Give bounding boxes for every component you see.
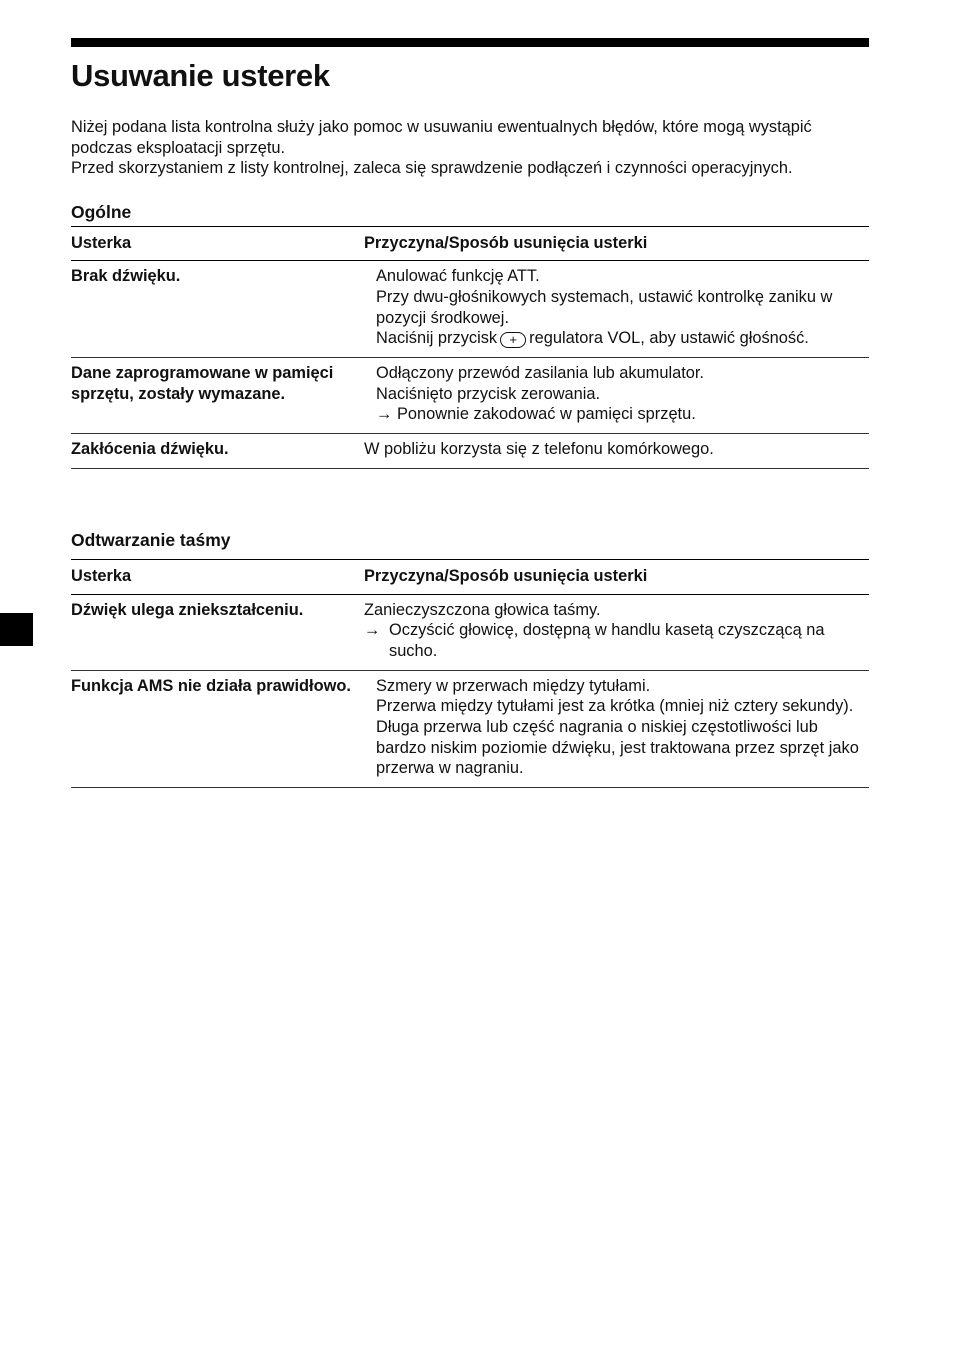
cause-cell: [364, 434, 869, 469]
table-row: [71, 261, 869, 358]
cause-cell: [364, 670, 869, 788]
intro: [71, 117, 869, 179]
section-title: Odtwarzanie taśmy: [71, 529, 231, 550]
cause-line: Długa przerwa lub część nagrania o niskiej częstotliwości lub bardzo niskim poziomie dźwięku, jest traktowana przez sprzęt jako przerwa w nagraniu.: [376, 718, 859, 778]
cause-cell: [364, 261, 869, 358]
troubleshooting-table-general: [71, 226, 869, 469]
column-header-cause: Przyczyna/Sposób usunięcia usterki: [364, 559, 869, 594]
cause-cell: [364, 358, 869, 434]
cause-line: W pobliżu korzysta się z telefonu komórkowego.: [364, 440, 714, 459]
cause-text-after: regulatora VOL, aby ustawić głośność.: [529, 329, 809, 348]
cause-line: [376, 328, 869, 349]
section-title: Ogólne: [71, 201, 132, 222]
cause-line: Naciśnięto przycisk zerowania.: [376, 384, 601, 403]
symptom-cell: Dane zaprogramowane w pamięci sprzętu, zostały wymazane.: [71, 358, 364, 434]
page-edge-tab-marker: [0, 613, 33, 646]
cause-text-before: Naciśnij przycisk: [376, 329, 498, 348]
column-header-cause: Przyczyna/Sposób usunięcia usterki: [364, 226, 869, 261]
arrow-right-icon: →: [376, 405, 393, 424]
symptom-cell: Zakłócenia dźwięku.: [71, 434, 364, 469]
cause-line: Zanieczyszczona głowica taśmy.: [364, 600, 601, 619]
symptom-cell: Funkcja AMS nie działa prawidłowo.: [71, 670, 364, 788]
table-row: [71, 358, 869, 434]
cause-line: [364, 620, 869, 661]
intro-paragraph-1: Niżej podana lista kontrolna służy jako pomoc w usuwaniu ewentualnych błędów, które mogą wystąpić podczas eksploatacji sprzętu.: [71, 118, 812, 157]
section-general: [71, 201, 869, 469]
section-tape-playback: [71, 529, 869, 788]
symptom-cell: Brak dźwięku.: [71, 261, 364, 358]
table-row: [71, 434, 869, 469]
cause-line: Odłączony przewód zasilania lub akumulator.: [376, 364, 704, 383]
cause-line: Szmery w przerwach między tytułami.: [376, 676, 651, 695]
cause-cell: [364, 594, 869, 670]
page-title: Usuwanie usterek: [71, 58, 330, 93]
table-row: [71, 670, 869, 788]
plus-button-icon: +: [500, 332, 526, 348]
page-content: [71, 38, 869, 788]
cause-line: [376, 404, 869, 425]
cause-line: Przy dwu-głośnikowych systemach, ustawić kontrolkę zaniku w pozycji środkowej.: [376, 287, 833, 327]
troubleshooting-table-tape: [71, 559, 869, 788]
remedy-text: Ponownie zakodować w pamięci sprzętu.: [396, 405, 696, 424]
cause-line: Anulować funkcję ATT.: [376, 267, 540, 286]
cause-line: Przerwa między tytułami jest za krótka (mniej niż cztery sekundy).: [376, 697, 854, 716]
intro-paragraph-2: Przed skorzystaniem z listy kontrolnej, zaleca się sprawdzenie podłączeń i czynności operacyjnych.: [71, 159, 793, 177]
column-header-symptom: Usterka: [71, 226, 364, 261]
table-row: [71, 594, 869, 670]
title-rule: [71, 38, 869, 47]
arrow-right-icon: →: [364, 621, 381, 640]
symptom-cell: Dźwięk ulega zniekształceniu.: [71, 594, 364, 670]
column-header-symptom: Usterka: [71, 559, 364, 594]
remedy-text: Oczyścić głowicę, dostępną w handlu kasetą czyszczącą na sucho.: [389, 621, 825, 660]
table-header-row: [71, 559, 869, 594]
table-header-row: [71, 226, 869, 261]
